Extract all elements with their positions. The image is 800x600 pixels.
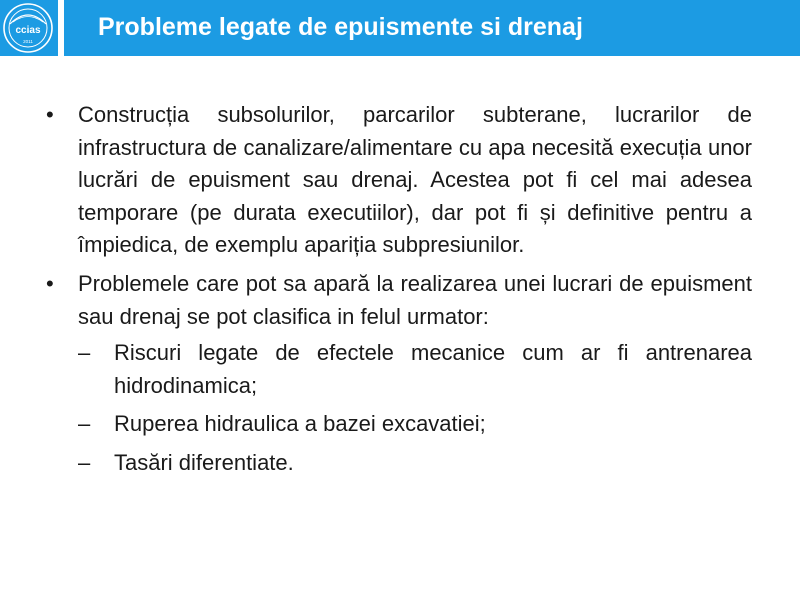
bullet-marker: • <box>46 102 54 127</box>
sub-bullet-text: Ruperea hidraulica a bazei excavatiei; <box>114 411 486 437</box>
logo-text: ccias <box>15 25 41 36</box>
sub-bullet-item <box>78 447 752 480</box>
slide-content <box>46 99 752 486</box>
sub-bullet-marker: – <box>78 449 91 475</box>
bullet-marker: • <box>46 270 54 296</box>
sub-bullet-marker: – <box>78 340 91 366</box>
bullet-text: Construcția subsolurilor, parcarilor subterane, lucrarilor de infrastructura de canalizare/alimentare cu apa necesită execuția unor lucrări de epuisment sau drenaj. Acestea pot fi cel mai adesea temporare (pe durata executiilor), dar pot fi și definitive pentru a împiedica, de exemplu apariția subpresiunilor. <box>78 102 752 258</box>
logo-panel <box>0 0 58 56</box>
bullet-item <box>46 268 752 480</box>
ccias-logo <box>2 2 54 54</box>
sub-bullet-text: Riscuri legate de efectele mecanice cum ar fi antrenarea hidrodinamica; <box>114 340 752 398</box>
logo-year: 2011 <box>23 39 33 44</box>
sub-bullet-item <box>78 337 752 402</box>
bullet-item <box>46 99 752 262</box>
sub-bullet-text: Tasări diferentiate. <box>114 449 294 475</box>
header-bar <box>0 0 800 56</box>
bullet-text: Problemele care pot sa apară la realizarea unei lucrari de epuisment sau drenaj se pot clasifica in felul urmator: <box>78 270 752 329</box>
bullet-list <box>46 99 752 480</box>
sub-bullet-list <box>78 337 752 479</box>
sub-bullet-item <box>78 408 752 441</box>
slide-title: Probleme legate de epuismente si drenaj <box>98 13 583 41</box>
sub-bullet-marker: – <box>78 411 91 437</box>
